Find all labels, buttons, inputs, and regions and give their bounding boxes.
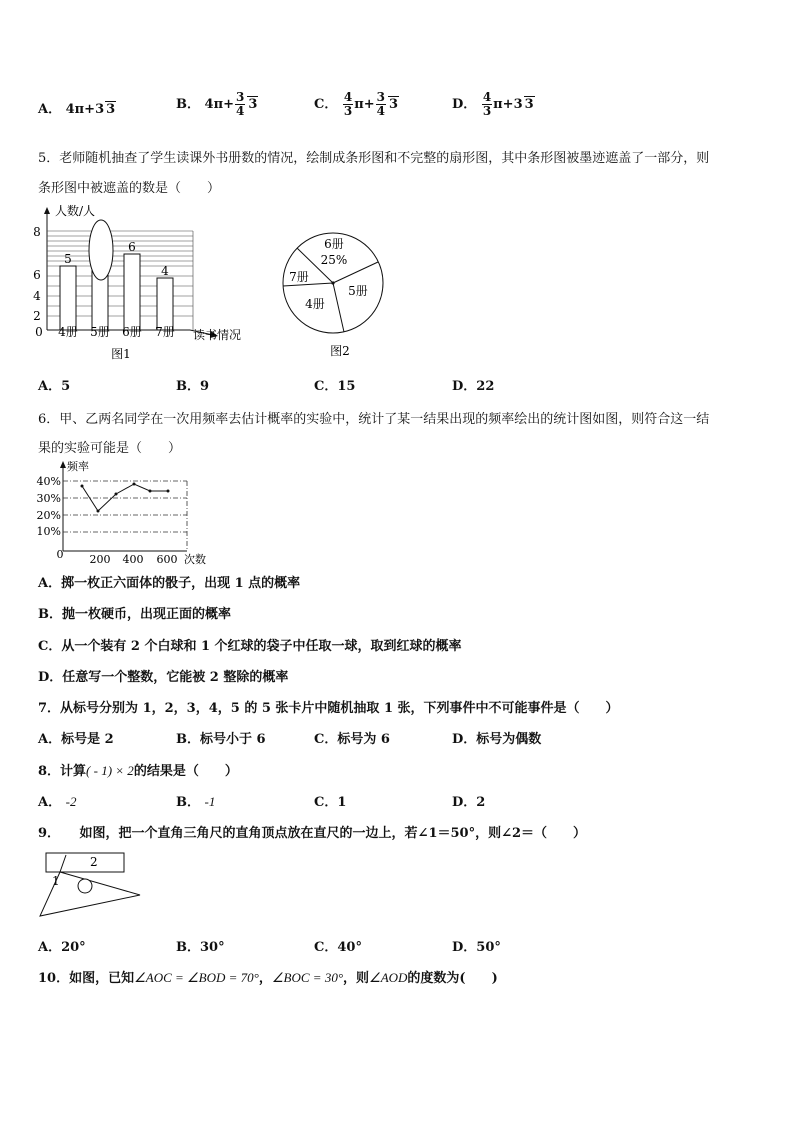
bar-value-label: 4 xyxy=(161,264,169,278)
math-expression: ∠AOD xyxy=(369,970,408,985)
option-value: -1 xyxy=(204,794,216,809)
y-tick-label: 2 xyxy=(33,309,41,323)
q7-option-a: A．标号是 2 xyxy=(38,732,114,747)
q6-stem-line2: 果的实验可能是（ ） xyxy=(38,441,182,456)
q6-option-d: D．任意写一个整数，它能被 2 整除的概率 xyxy=(38,670,289,685)
y-tick-label: 30% xyxy=(36,492,61,505)
stem-text: 10．如图，已知 xyxy=(38,971,135,986)
figure-caption: 图2 xyxy=(330,344,350,358)
y-tick-label: 20% xyxy=(36,509,61,522)
stem-text: 的度数为( ) xyxy=(407,971,498,986)
option-value: 2 xyxy=(476,795,486,810)
q6-option-b: B．抛一枚硬币，出现正面的概率 xyxy=(38,607,231,622)
math-expression: ( - 1) × 2 xyxy=(86,763,134,778)
q9-ruler-triangle-figure xyxy=(36,850,146,922)
q4-option-d xyxy=(452,91,535,118)
pie-label: 25% xyxy=(320,253,348,267)
q9-option-a: A．20° xyxy=(38,940,86,955)
q5-stem-line2: 条形图中被遮盖的数是（ ） xyxy=(38,181,221,196)
option-text: π+3 xyxy=(493,97,523,112)
bar-6ce8 xyxy=(124,254,140,330)
q7-option-d: D．标号为偶数 xyxy=(452,732,542,747)
q8-option-c xyxy=(314,791,346,810)
q6-stem-line1: 6．甲、乙两名同学在一次用频率去估计概率的实验中，统计了某一结果出现的频率绘出的统计图如图，则符合这一结 xyxy=(38,412,710,427)
stem-text: 8．计算 xyxy=(38,764,87,779)
q9-option-c: C．40° xyxy=(314,940,362,955)
option-letter: A． xyxy=(38,102,62,117)
q7-option-c: C．标号为 6 xyxy=(314,732,390,747)
option-value: -2 xyxy=(65,794,77,809)
bar-value-label: 5 xyxy=(64,252,72,266)
q4-option-c xyxy=(314,91,399,118)
x-axis-label: 读书情况 xyxy=(193,328,242,342)
q5-option-b: B．9 xyxy=(176,379,210,394)
fraction xyxy=(343,91,353,118)
sqrt: 3 xyxy=(524,97,534,112)
x-tick-label: 7册 xyxy=(155,325,175,339)
fraction-denominator: 3 xyxy=(482,104,492,118)
x-tick-label: 6册 xyxy=(122,325,142,339)
fraction-denominator: 4 xyxy=(235,104,245,118)
y-tick-label: 4 xyxy=(33,289,41,303)
fraction-denominator: 3 xyxy=(343,104,353,118)
q8-option-b xyxy=(176,791,215,810)
x-tick-label: 200 xyxy=(89,553,111,566)
bar-value-label: 6 xyxy=(128,240,136,254)
x-tick-label: 600 xyxy=(156,553,178,566)
option-text: 4π+3 xyxy=(65,102,105,117)
q7-stem: 7．从标号分别为 1，2，3，4，5 的 5 张卡片中随机抽取 1 张，下列事件中不可能事件是（ ） xyxy=(38,701,619,716)
fraction-numerator: 3 xyxy=(376,90,386,104)
sqrt: 3 xyxy=(389,97,399,112)
option-letter: D． xyxy=(452,97,477,112)
y-tick-label: 6 xyxy=(33,268,41,282)
x-tick-label: 400 xyxy=(122,553,144,566)
q7-option-b: B．标号小于 6 xyxy=(176,732,266,747)
ink-blot xyxy=(89,220,113,280)
fraction-denominator: 4 xyxy=(376,104,386,118)
option-letter: A． xyxy=(38,795,62,810)
angle-label-2: 2 xyxy=(90,855,98,869)
y-tick-label: 8 xyxy=(33,225,41,239)
stem-text: 的结果是（ ） xyxy=(133,764,238,779)
fraction xyxy=(482,91,492,118)
q6-frequency-chart xyxy=(30,459,220,571)
bar-4ce8 xyxy=(60,266,76,330)
q9-option-b: B．30° xyxy=(176,940,225,955)
sqrt: 3 xyxy=(106,102,116,117)
fraction xyxy=(376,91,386,118)
q5-option-d: D．22 xyxy=(452,379,495,394)
option-value: 1 xyxy=(337,795,347,810)
option-letter: B． xyxy=(176,795,200,810)
q5-bar-chart xyxy=(30,198,270,363)
option-letter: C． xyxy=(314,795,338,810)
q9-option-d: D．50° xyxy=(452,940,501,955)
q5-option-a: A．5 xyxy=(38,379,71,394)
x-tick-label: 5册 xyxy=(90,325,110,339)
stem-text: ， xyxy=(258,971,272,986)
q8-stem xyxy=(38,760,238,779)
angle-label-1: 1 xyxy=(52,874,60,888)
x-axis-label: 次数 xyxy=(184,553,206,566)
option-letter: B． xyxy=(176,97,200,112)
q9-stem: 9． 如图，把一个直角三角尺的直角顶点放在直尺的一边上，若∠1＝50°，则∠2＝（ ） xyxy=(38,826,587,841)
y-tick-label: 40% xyxy=(36,475,61,488)
q5-stem-line1: 5．老师随机抽查了学生读课外书册数的情况，绘制成条形图和不完整的扇形图，其中条形图被墨迹遮盖了一部分，则 xyxy=(38,151,710,166)
q5-option-c: C．15 xyxy=(314,379,356,394)
y-axis-label: 人数/人 xyxy=(55,204,96,218)
q8-option-d xyxy=(452,791,485,810)
y-tick-label: 10% xyxy=(36,525,61,538)
fraction xyxy=(235,91,245,118)
q6-option-a: A．掷一枚正六面体的骰子，出现 1 点的概率 xyxy=(38,576,301,591)
option-text: 4π+ xyxy=(204,97,234,112)
origin-label: 0 xyxy=(56,548,64,561)
fraction-numerator: 4 xyxy=(482,90,492,104)
stem-text: ，则 xyxy=(343,971,370,986)
fraction-numerator: 3 xyxy=(235,90,245,104)
x-tick-label: 4册 xyxy=(58,325,78,339)
q4-option-b xyxy=(176,91,258,118)
pie-label: 5册 xyxy=(348,284,368,298)
pie-label: 6册 xyxy=(324,237,344,251)
q8-option-a xyxy=(38,791,76,810)
sqrt: 3 xyxy=(248,97,258,112)
bar-7ce8 xyxy=(157,278,173,330)
q6-option-c: C．从一个装有 2 个白球和 1 个红球的袋子中任取一球，取到红球的概率 xyxy=(38,639,462,654)
fraction-numerator: 4 xyxy=(343,90,353,104)
option-text: π+ xyxy=(354,97,375,112)
option-letter: C． xyxy=(314,97,338,112)
q5-pie-chart xyxy=(282,222,402,362)
math-expression: ∠AOC = ∠BOD = 70° xyxy=(134,970,259,985)
q4-option-a xyxy=(38,98,116,117)
pie-label: 7册 xyxy=(289,270,309,284)
y-axis-label: 频率 xyxy=(67,460,89,473)
q10-stem xyxy=(38,967,498,986)
origin-label: 0 xyxy=(35,325,43,339)
math-expression: ∠BOC = 30° xyxy=(271,970,344,985)
pie-label: 4册 xyxy=(305,297,325,311)
figure-caption: 图1 xyxy=(111,347,131,361)
option-letter: D． xyxy=(452,795,477,810)
